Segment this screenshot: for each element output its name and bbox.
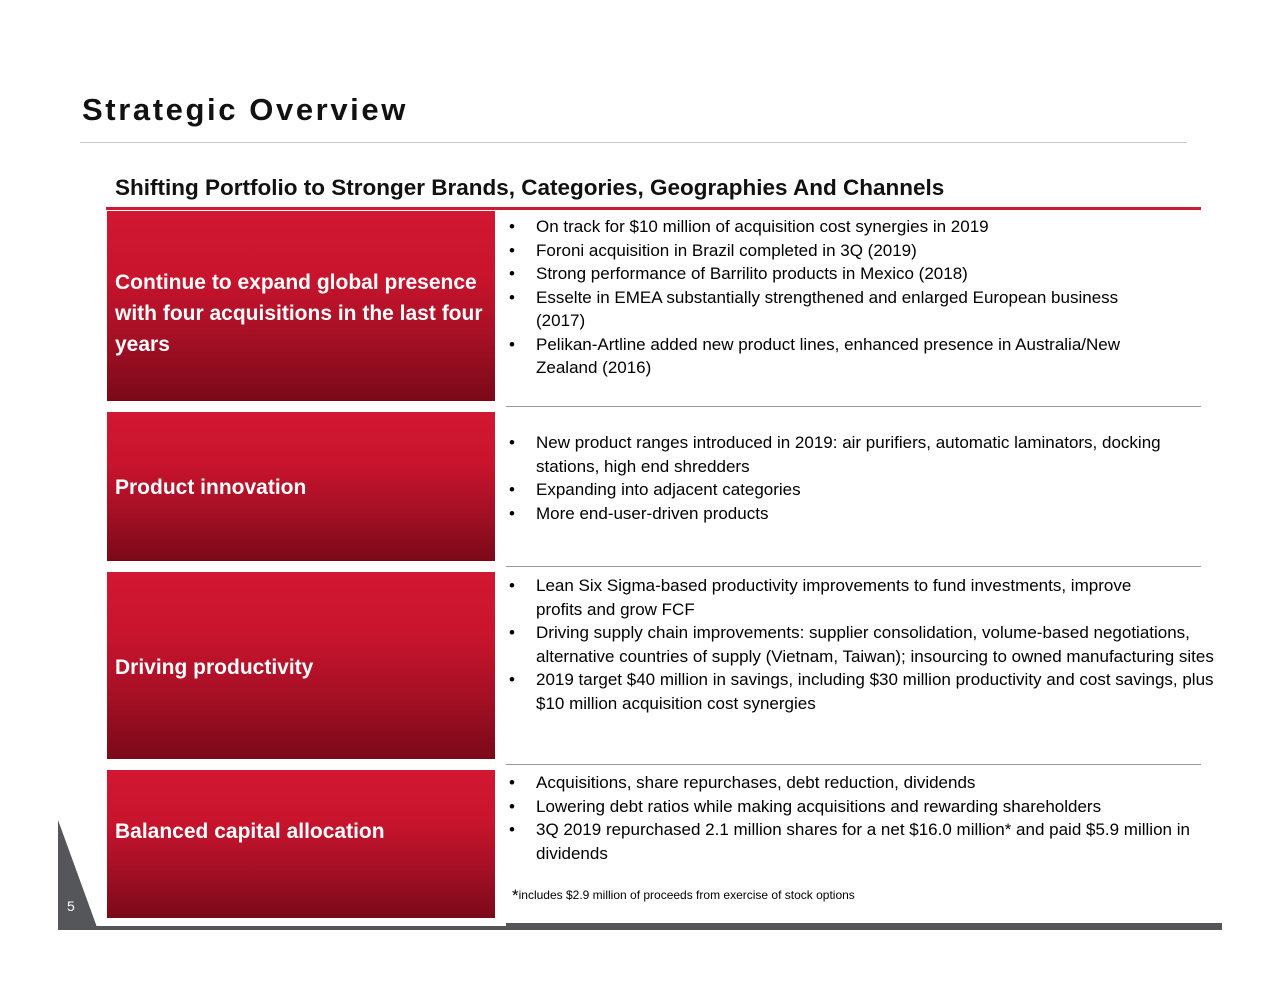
bullet-list-driving-productivity	[506, 574, 1214, 715]
list-item: • Pelikan-Artline added new product lines, enhanced presence in Australia/New Zealand (2016)	[509, 334, 1121, 377]
list-item: • Expanding into adjacent categories	[509, 480, 801, 499]
section-subtitle: Shifting Portfolio to Stronger Brands, Categories, Geographies And Channels	[115, 175, 945, 200]
section-label: Balanced capital allocation	[115, 820, 385, 843]
bullet-list-product-innovation	[506, 431, 1196, 525]
section-label: Product innovation	[115, 476, 307, 499]
list-item: • Acquisitions, share repurchases, debt reduction, dividends	[509, 773, 976, 792]
section-divider	[506, 566, 1201, 567]
list-item: • More end-user-driven products	[509, 503, 769, 523]
accent-divider	[106, 207, 1201, 210]
list-item: • Foroni acquisition in Brazil completed in 3Q (2019)	[509, 240, 917, 260]
bullet-list-global-presence	[506, 215, 1196, 380]
list-item: • 2019 target $40 million in savings, including $30 million productivity and cost savings, plus $10 million acquisition cost synergies	[509, 670, 1214, 713]
list-item: • Lowering debt ratios while making acquisitions and rewarding shareholders	[509, 796, 1102, 816]
section-divider	[506, 764, 1201, 765]
section-block-product-innovation	[107, 412, 495, 561]
section-block-global-presence	[107, 211, 495, 401]
section-block-driving-productivity	[107, 572, 495, 759]
list-item: • On track for $10 million of acquisition cost synergies in 2019	[509, 217, 989, 236]
list-item: • Esselte in EMEA substantially strengthened and enlarged European business (2017)	[509, 287, 1119, 330]
section-label: Driving productivity	[115, 656, 314, 679]
footer-bar-left	[58, 926, 506, 930]
section-block-capital-allocation	[107, 770, 495, 918]
footer-accent-shape	[58, 820, 98, 930]
bullet-list-capital-allocation	[506, 771, 1196, 865]
list-item: • Driving supply chain improvements: supplier consolidation, volume-based negotiations, alternative countries of supply (Vietnam, Taiwan); insourcing to owned manufacturing sites	[509, 623, 1214, 666]
list-item: • Strong performance of Barrilito products in Mexico (2018)	[509, 264, 968, 283]
page-title: Strategic Overview	[82, 92, 408, 127]
title-divider	[80, 142, 1187, 143]
list-item: • Lean Six Sigma-based productivity improvements to fund investments, improve profits and grow FCF	[509, 576, 1132, 619]
list-item: • New product ranges introduced in 2019: air purifiers, automatic laminators, docking stations, high end shredders	[509, 433, 1161, 476]
page-number: 5	[67, 898, 75, 914]
section-label: Continue to expand global presence with four acquisitions in the last four years	[115, 271, 483, 356]
list-item: • 3Q 2019 repurchased 2.1 million shares for a net $16.0 million* and paid $5.9 million in dividends	[509, 820, 1190, 863]
footnote: *includes $2.9 million of proceeds from exercise of stock options	[512, 886, 855, 905]
footer-bar	[506, 923, 1222, 930]
section-divider	[506, 406, 1201, 407]
